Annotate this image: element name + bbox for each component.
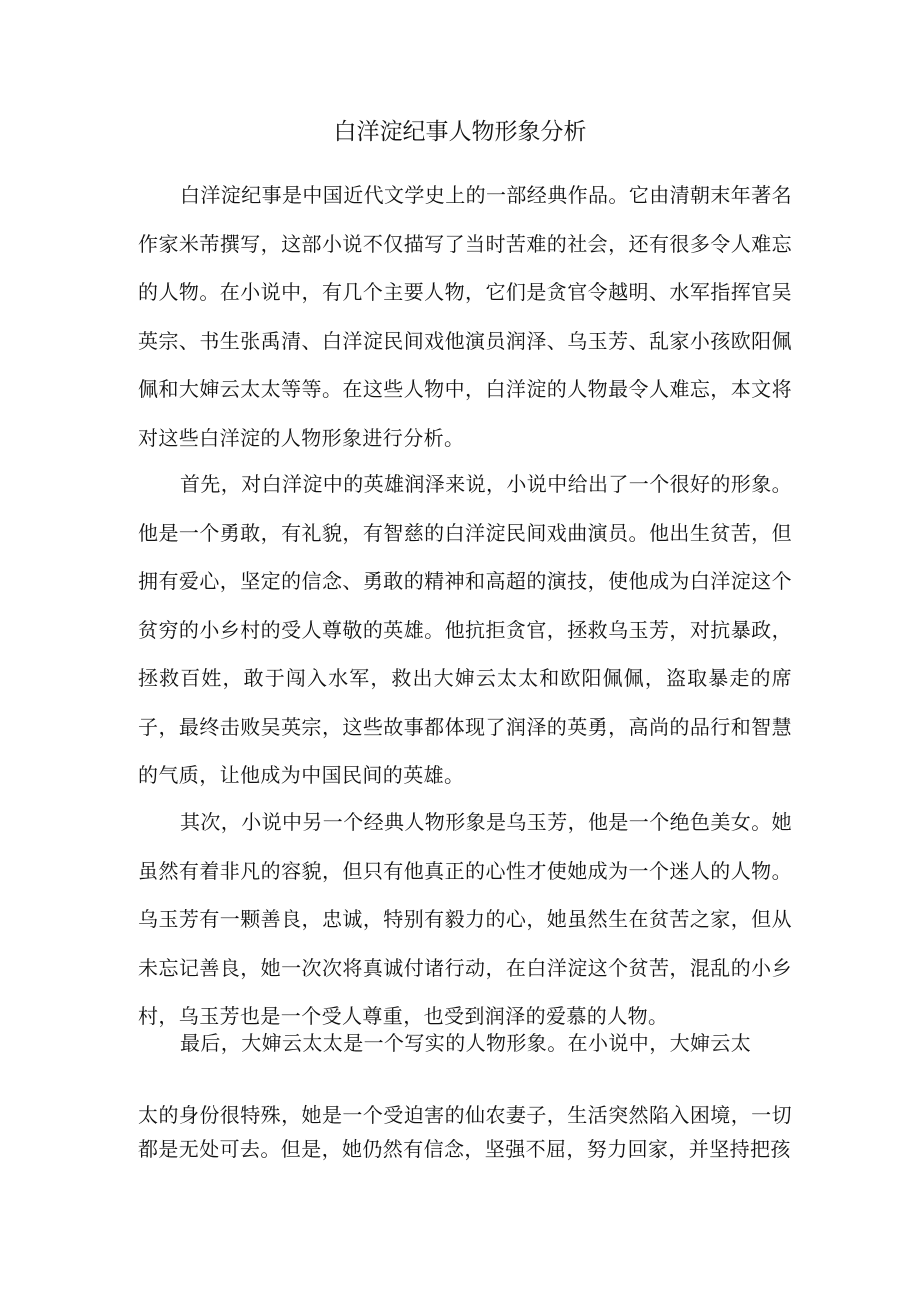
paragraph-block-4	[138, 1019, 792, 1068]
paragraph-block-2	[138, 460, 792, 800]
paragraph-block-3	[138, 798, 792, 1041]
paragraph-block-1	[138, 171, 792, 462]
paragraph-block-5	[138, 1098, 792, 1166]
paragraph-1: 白洋淀纪事是中国近代文学史上的一部经典作品。它由清朝末年著名作家米芾撰写，这部小说不仅描写了当时苦难的社会，还有很多令人难忘的人物。在小说中，有几个主要人物，它们是贪官令越明、水军指挥官吴英宗、书生张禹清、白洋淀民间戏他演员润泽、乌玉芳、乱家小孩欧阳佩佩和大婶云太太等等。在这些人物中，白洋淀的人物最令人难忘，本文将对这些白洋淀的人物形象进行分析。	[138, 183, 792, 450]
paragraph-5: 太的身份很特殊，她是一个受迫害的仙农妻子，生活突然陷入困境，一切都是无处可去。但是，她仍然有信念，坚强不屈，努力回家，并坚持把孩	[138, 1103, 792, 1161]
document-title: 白洋淀纪事人物形象分析	[333, 119, 587, 145]
paragraph-2: 首先，对白洋淀中的英雄润泽来说，小说中给出了一个很好的形象。他是一个勇敢，有礼貌，有智慈的白洋淀民间戏曲演员。他出生贫苦，但拥有爱心，坚定的信念、勇敢的精神和高超的演技，使他成为白洋淀这个贫穷的小乡村的受人尊敬的英雄。他抗拒贪官，拯救乌玉芳，对抗暴政，拯救百姓，敢于闯入水军，救出大婶云太太和欧阳佩佩，盗取暴走的席子，最终击败吴英宗，这些故事都体现了润泽的英勇，高尚的品行和智慧的气质，让他成为中国民间的英雄。	[138, 472, 792, 787]
paragraph-4: 最后，大婶云太太是一个写实的人物形象。在小说中，大婶云太	[180, 1031, 752, 1055]
paragraph-3: 其次，小说中另一个经典人物形象是乌玉芳，他是一个绝色美女。她虽然有着非凡的容貌，但只有他真正的心性才使她成为一个迷人的人物。乌玉芳有一颗善良，忠诚，特别有毅力的心，她虽然生在贫苦之家，但从未忘记善良，她一次次将真诚付诸行动，在白洋淀这个贫苦，混乱的小乡村，乌玉芳也是一个受人尊重，也受到润泽的爱慕的人物。	[138, 810, 792, 1028]
